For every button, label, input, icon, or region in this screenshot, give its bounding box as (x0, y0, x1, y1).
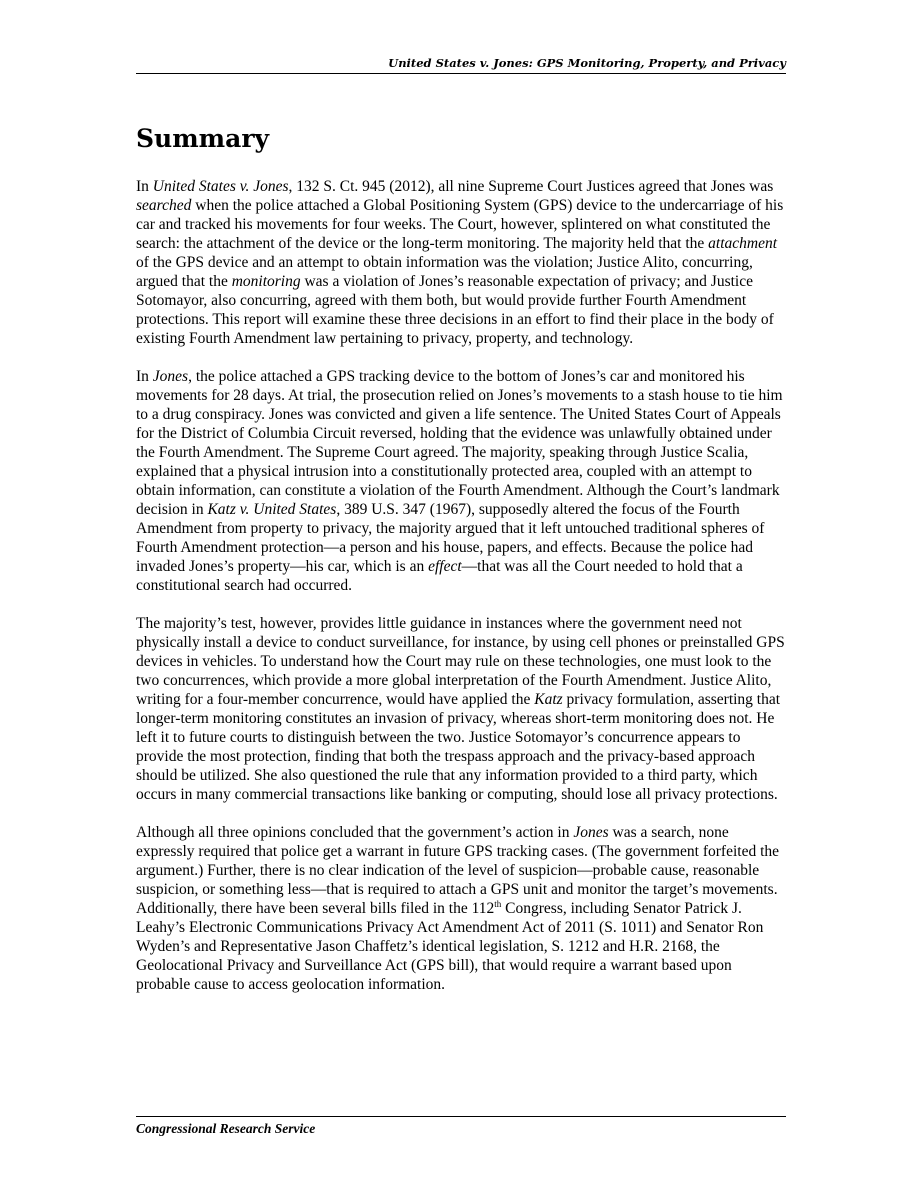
text-run: , the police attached a GPS tracking device to the bottom of Jones’s car and monitored his movements for 28 days. At trial, the prosecution relied on Jones’s movements to a stash house to tie him to a drug conspiracy. Jones was convicted and given a life sentence. The United States Court of Appeals for the District of Columbia Circuit reversed, holding that the evidence was unlawfully obtained under the Fourth Amendment. The Supreme Court agreed. The majority, speaking through Justice Scalia, explained that a physical intrusion into a constitutionally protected area, coupled with an attempt to obtain information, can constitute a violation of the Fourth Amendment. Although the Court’s landmark decision in (136, 368, 783, 518)
text-run: , 389 U.S. 347 (1967), supposedly altered the focus of the Fourth Amendment from property to privacy, the majority argued that it left untouched traditional spheres of Fourth Amendment protection—a person and his house, papers, and effects. Because the police had invaded Jones’s property—his car, which is an (136, 501, 765, 575)
case-name: Katz v. United States (207, 501, 337, 518)
paragraph-4 (136, 823, 788, 994)
paragraph-2 (136, 367, 788, 595)
paragraph-3 (136, 614, 788, 804)
text-run: when the police attached a Global Positioning System (GPS) device to the undercarriage of his car and tracked his movements for four weeks. The Court, however, splintered on what constituted the search: the attachment of the device or the long-term monitoring. The majority held that the (136, 197, 784, 252)
footer-divider (136, 1116, 786, 1117)
text-run: was a violation of Jones’s reasonable expectation of privacy; and Justice Sotomayor, also concurring, agreed with them both, but would provide further Fourth Amendment protections. This report will examine these three decisions in an effort to find their place in the body of existing Fourth Amendment law pertaining to privacy, property, and technology. (136, 273, 774, 347)
emphasis: attachment (708, 235, 778, 252)
text-run: —that was all the Court needed to hold that a constitutional search had occurred. (136, 558, 743, 594)
text-run: , 132 S. Ct. 945 (2012), all nine Supreme Court Justices agreed that Jones was (288, 178, 774, 195)
text-run: In (136, 368, 153, 385)
emphasis: effect (428, 558, 462, 575)
case-name: Jones (152, 368, 189, 385)
text-run: privacy formulation, asserting that longer-term monitoring constitutes an invasion of privacy, whereas short-term monitoring does not. He left it to future courts to distinguish between the two. Justice Sotomayor’s concurrence appears to provide the most protection, finding that both the trespass approach and the privacy-based approach should be utilized. She also questioned the rule that any information provided to a third party, which occurs in many commercial transactions like banking or computing, should lose all privacy protections. (136, 691, 781, 803)
section-title: Summary (136, 124, 270, 153)
case-name: United States v. Jones (152, 178, 289, 195)
case-name: Katz (534, 691, 563, 708)
footer-organization: Congressional Research Service (136, 1121, 316, 1136)
paragraph-1 (136, 177, 788, 348)
emphasis: monitoring (231, 273, 301, 290)
text-run: was a search, none expressly required that police get a warrant in future GPS tracking cases. (The government forfeited the argument.) Further, there is no clear indication of the level of suspicion—probable cause, reasonable suspicion, or something less—that is required to attach a GPS unit and monitor the target’s movements. Additionally, there have been several bills filed in the 112 (136, 824, 780, 917)
text-run: The majority’s test, however, provides little guidance in instances where the government need not physically install a device to conduct surveillance, for instance, by using cell phones or preinstalled GPS devices in vehicles. To understand how the Court may rule on these technologies, one must look to the two concurrences, which provide a more global interpretation of the Fourth Amendment. Justice Alito, writing for a four-member concurrence, would have applied the (136, 615, 785, 708)
text-run: of the GPS device and an attempt to obtain information was the violation; Justice Alito, concurring, argued that the (136, 254, 753, 290)
text-run: In (136, 178, 153, 195)
case-name: Jones (573, 824, 609, 841)
text-run: Congress, including Senator Patrick J. Leahy’s Electronic Communications Privacy Act Amendment Act of 2011 (S. 1011) and Senator Ron Wyden’s and Representative Jason Chaffetz’s identical legislation, S. 1212 and H.R. 2168, the Geolocational Privacy and Surveillance Act (GPS bill), that would require a warrant based upon probable cause to access geolocation information. (136, 900, 764, 993)
running-header: United States v. Jones: GPS Monitoring, Property, and Privacy (388, 56, 786, 70)
ordinal-superscript: th (494, 899, 502, 909)
emphasis: searched (136, 197, 192, 214)
summary-body (136, 177, 788, 994)
header-divider (136, 73, 786, 74)
text-run: Although all three opinions concluded that the government’s action in (136, 824, 574, 841)
